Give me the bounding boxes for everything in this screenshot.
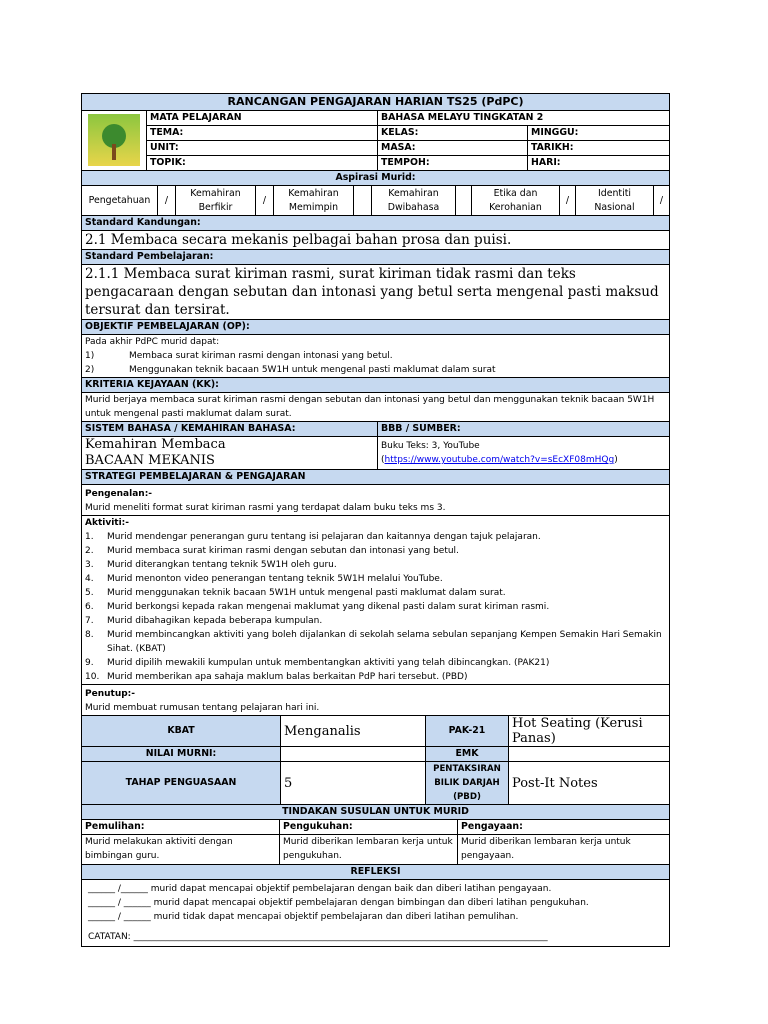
aspirasi-pengetahuan: Pengetahuan	[82, 186, 158, 216]
pengayaan-label: Pengayaan:	[458, 820, 670, 835]
youtube-link[interactable]: https://www.youtube.com/watch?v=sEcXF08mHQg	[384, 455, 615, 465]
pengukuhan-text: Murid diberikan lembaran kerja untuk pengukuhan.	[280, 835, 458, 865]
objektif-item: 2) Menggunakan teknik bacaan 5W1H untuk mengenal pasti maklumat dalam surat	[85, 365, 496, 375]
tindakan-header: TINDAKAN SUSULAN UNTUK MURID	[82, 805, 670, 820]
tempoh-label: TEMPOH:	[378, 156, 528, 171]
kelas-label: KELAS:	[378, 126, 528, 141]
tarikh-label: TARIKH:	[528, 141, 670, 156]
aktiviti-label: Aktiviti:-	[85, 518, 130, 528]
aktiviti-item: 8. Murid membincangkan aktiviti yang boleh dijalankan di sekolah selama sebulan sepanjang Kempen Semakin Hari Semakin Sihat. (KBAT)	[85, 630, 662, 654]
minggu-label: MINGGU:	[528, 126, 670, 141]
pengenalan-section	[82, 485, 670, 516]
hari-label: HARI:	[528, 156, 670, 171]
sistem-bahasa-header: SISTEM BAHASA / KEMAHIRAN BAHASA:	[82, 422, 378, 437]
strategi-header: STRATEGI PEMBELAJARAN & PENGAJARAN	[82, 470, 670, 485]
emk-value	[509, 747, 670, 762]
kbat-value: Menganalis	[281, 716, 426, 747]
kbat-label: KBAT	[82, 716, 281, 747]
objektif-header: OBJEKTIF PEMBELAJARAN (OP):	[82, 320, 670, 335]
aktiviti-item: 1. Murid mendengar penerangan guru tentang isi pelajaran dan kaitannya dengan tajuk pelajaran.	[85, 532, 541, 542]
refleksi-content	[82, 880, 670, 947]
pemulihan-text: Murid melakukan aktiviti dengan bimbingan guru.	[82, 835, 280, 865]
aktiviti-section	[82, 516, 670, 685]
sistem-bahasa-line2: BACAAN MEKANIS	[85, 453, 215, 468]
pak21-value: Hot Seating (Kerusi Panas)	[509, 716, 670, 747]
kriteria-text: Murid berjaya membaca surat kiriman rasmi dengan sebutan dan intonasi yang betul dan menggunakan teknik bacaan 5W1H untuk mengenal pasti maklumat dalam surat.	[82, 393, 670, 422]
objektif-content	[82, 335, 670, 378]
pengenalan-text: Murid meneliti format surat kiriman rasmi yang terdapat dalam buku teks ms 3.	[85, 503, 446, 513]
refleksi-header: REFLEKSI	[82, 865, 670, 880]
sistem-bahasa-line1: Kemahiran Membaca	[85, 437, 226, 452]
refleksi-line: ______ / ______ murid dapat mencapai objektif pembelajaran dengan bimbingan dan diberi latihan pengukuhan.	[88, 898, 589, 908]
aktiviti-item: 4. Murid menonton video penerangan tentang teknik 5W1H melalui YouTube.	[85, 574, 443, 584]
topik-label: TOPIK:	[147, 156, 378, 171]
tahap-penguasaan-label: TAHAP PENGUASAAN	[82, 762, 281, 805]
aktiviti-item: 3. Murid diterangkan tentang teknik 5W1H oleh guru.	[85, 560, 337, 570]
lesson-plan-sheet	[81, 93, 669, 947]
emk-label: EMK	[426, 747, 509, 762]
aspirasi-kemahiran-berfikir: Kemahiran Berfikir	[176, 186, 256, 216]
tema-label: TEMA:	[147, 126, 378, 141]
page-title: RANCANGAN PENGAJARAN HARIAN TS25 (PdPC)	[82, 94, 670, 111]
tindakan-table	[81, 804, 670, 947]
objektif-intro: Pada akhir PdPC murid dapat:	[85, 337, 220, 347]
body-table	[81, 215, 670, 716]
pengayaan-text: Murid diberikan lembaran kerja untuk pengayaan.	[458, 835, 670, 865]
pemulihan-label: Pemulihan:	[82, 820, 280, 835]
pengenalan-label: Pengenalan:-	[85, 489, 153, 499]
bbb-content	[378, 437, 670, 470]
penutup-label: Penutup:-	[85, 689, 136, 699]
aspirasi-mark	[456, 186, 472, 216]
aspirasi-etika-kerohanian: Etika dan Kerohanian	[472, 186, 560, 216]
aspirasi-table	[81, 185, 670, 216]
refleksi-line: ______ / ______ murid tidak dapat mencapai objektif pembelajaran dan diberi latihan pemulihan.	[88, 912, 519, 922]
sistem-bahasa-content	[82, 437, 378, 470]
pbd-value: Post-It Notes	[509, 762, 670, 805]
standard-kandungan-header: Standard Kandungan:	[82, 216, 670, 231]
aspirasi-mark: /	[560, 186, 576, 216]
aspirasi-kemahiran-memimpin: Kemahiran Memimpin	[274, 186, 354, 216]
aspirasi-mark: /	[256, 186, 274, 216]
pbd-label: PENTAKSIRAN BILIK DARJAH (PBD)	[426, 762, 509, 805]
nilai-murni-value	[281, 747, 426, 762]
pengukuhan-label: Pengukuhan:	[280, 820, 458, 835]
aktiviti-item: 5. Murid menggunakan teknik bacaan 5W1H untuk mengenal pasti maklumat dalam surat.	[85, 588, 506, 598]
aktiviti-item: 10. Murid memberikan apa sahaja maklum balas berkaitan PdP hari tersebut. (PBD)	[85, 672, 468, 682]
header-table	[81, 93, 670, 186]
aspirasi-mark: /	[158, 186, 176, 216]
unit-label: UNIT:	[147, 141, 378, 156]
objektif-item: 1) Membaca surat kiriman rasmi dengan intonasi yang betul.	[85, 351, 393, 361]
aktiviti-item: 6. Murid berkongsi kepada rakan mengenai maklumat yang dikenal pasti dalam surat kiriman rasmi.	[85, 602, 550, 612]
aktiviti-item: 2. Murid membaca surat kiriman rasmi dengan sebutan dan intonasi yang betul.	[85, 546, 459, 556]
tahap-penguasaan-value: 5	[281, 762, 426, 805]
aspirasi-kemahiran-dwibahasa: Kemahiran Dwibahasa	[372, 186, 456, 216]
textbook-cover-image	[82, 111, 147, 171]
aspirasi-identiti-nasional: Identiti Nasional	[576, 186, 654, 216]
standard-kandungan-text: 2.1 Membaca secara mekanis pelbagai bahan prosa dan puisi.	[82, 231, 670, 250]
aspirasi-mark: /	[654, 186, 670, 216]
penutup-text: Murid membuat rumusan tentang pelajaran hari ini.	[85, 703, 320, 713]
standard-pembelajaran-text: 2.1.1 Membaca surat kiriman rasmi, surat kiriman tidak rasmi dan teks pengacaraan dengan sebutan dan intonasi yang betul serta mengenal pasti maksud tersurat dan tersirat.	[82, 265, 670, 320]
kriteria-header: KRITERIA KEJAYAAN (KK):	[82, 378, 670, 393]
bbb-header: BBB / SUMBER:	[378, 422, 670, 437]
catatan-line: CATATAN: ____________________________________________________________________________________________	[88, 932, 548, 942]
pak21-label: PAK-21	[426, 716, 509, 747]
penilaian-table	[81, 715, 670, 805]
nilai-murni-label: NILAI MURNI:	[82, 747, 281, 762]
standard-pembelajaran-header: Standard Pembelajaran:	[82, 250, 670, 265]
mata-pelajaran-value: BAHASA MELAYU TINGKATAN 2	[378, 111, 670, 126]
aktiviti-item: 9. Murid dipilih mewakili kumpulan untuk membentangkan aktiviti yang telah dibincangkan. (PAK21)	[85, 658, 550, 668]
aktiviti-item: 7. Murid dibahagikan kepada beberapa kumpulan.	[85, 616, 323, 626]
mata-pelajaran-label: MATA PELAJARAN	[147, 111, 378, 126]
penutup-section	[82, 685, 670, 716]
aspirasi-mark	[354, 186, 372, 216]
bbb-line1: Buku Teks: 3, YouTube	[381, 441, 480, 451]
masa-label: MASA:	[378, 141, 528, 156]
refleksi-line: ______ /______ murid dapat mencapai objektif pembelajaran dengan baik dan diberi latihan pengayaan.	[88, 884, 552, 894]
bbb-line2: (https://www.youtube.com/watch?v=sEcXF08mHQg)	[381, 455, 618, 465]
aspirasi-header: Aspirasi Murid:	[82, 171, 670, 186]
